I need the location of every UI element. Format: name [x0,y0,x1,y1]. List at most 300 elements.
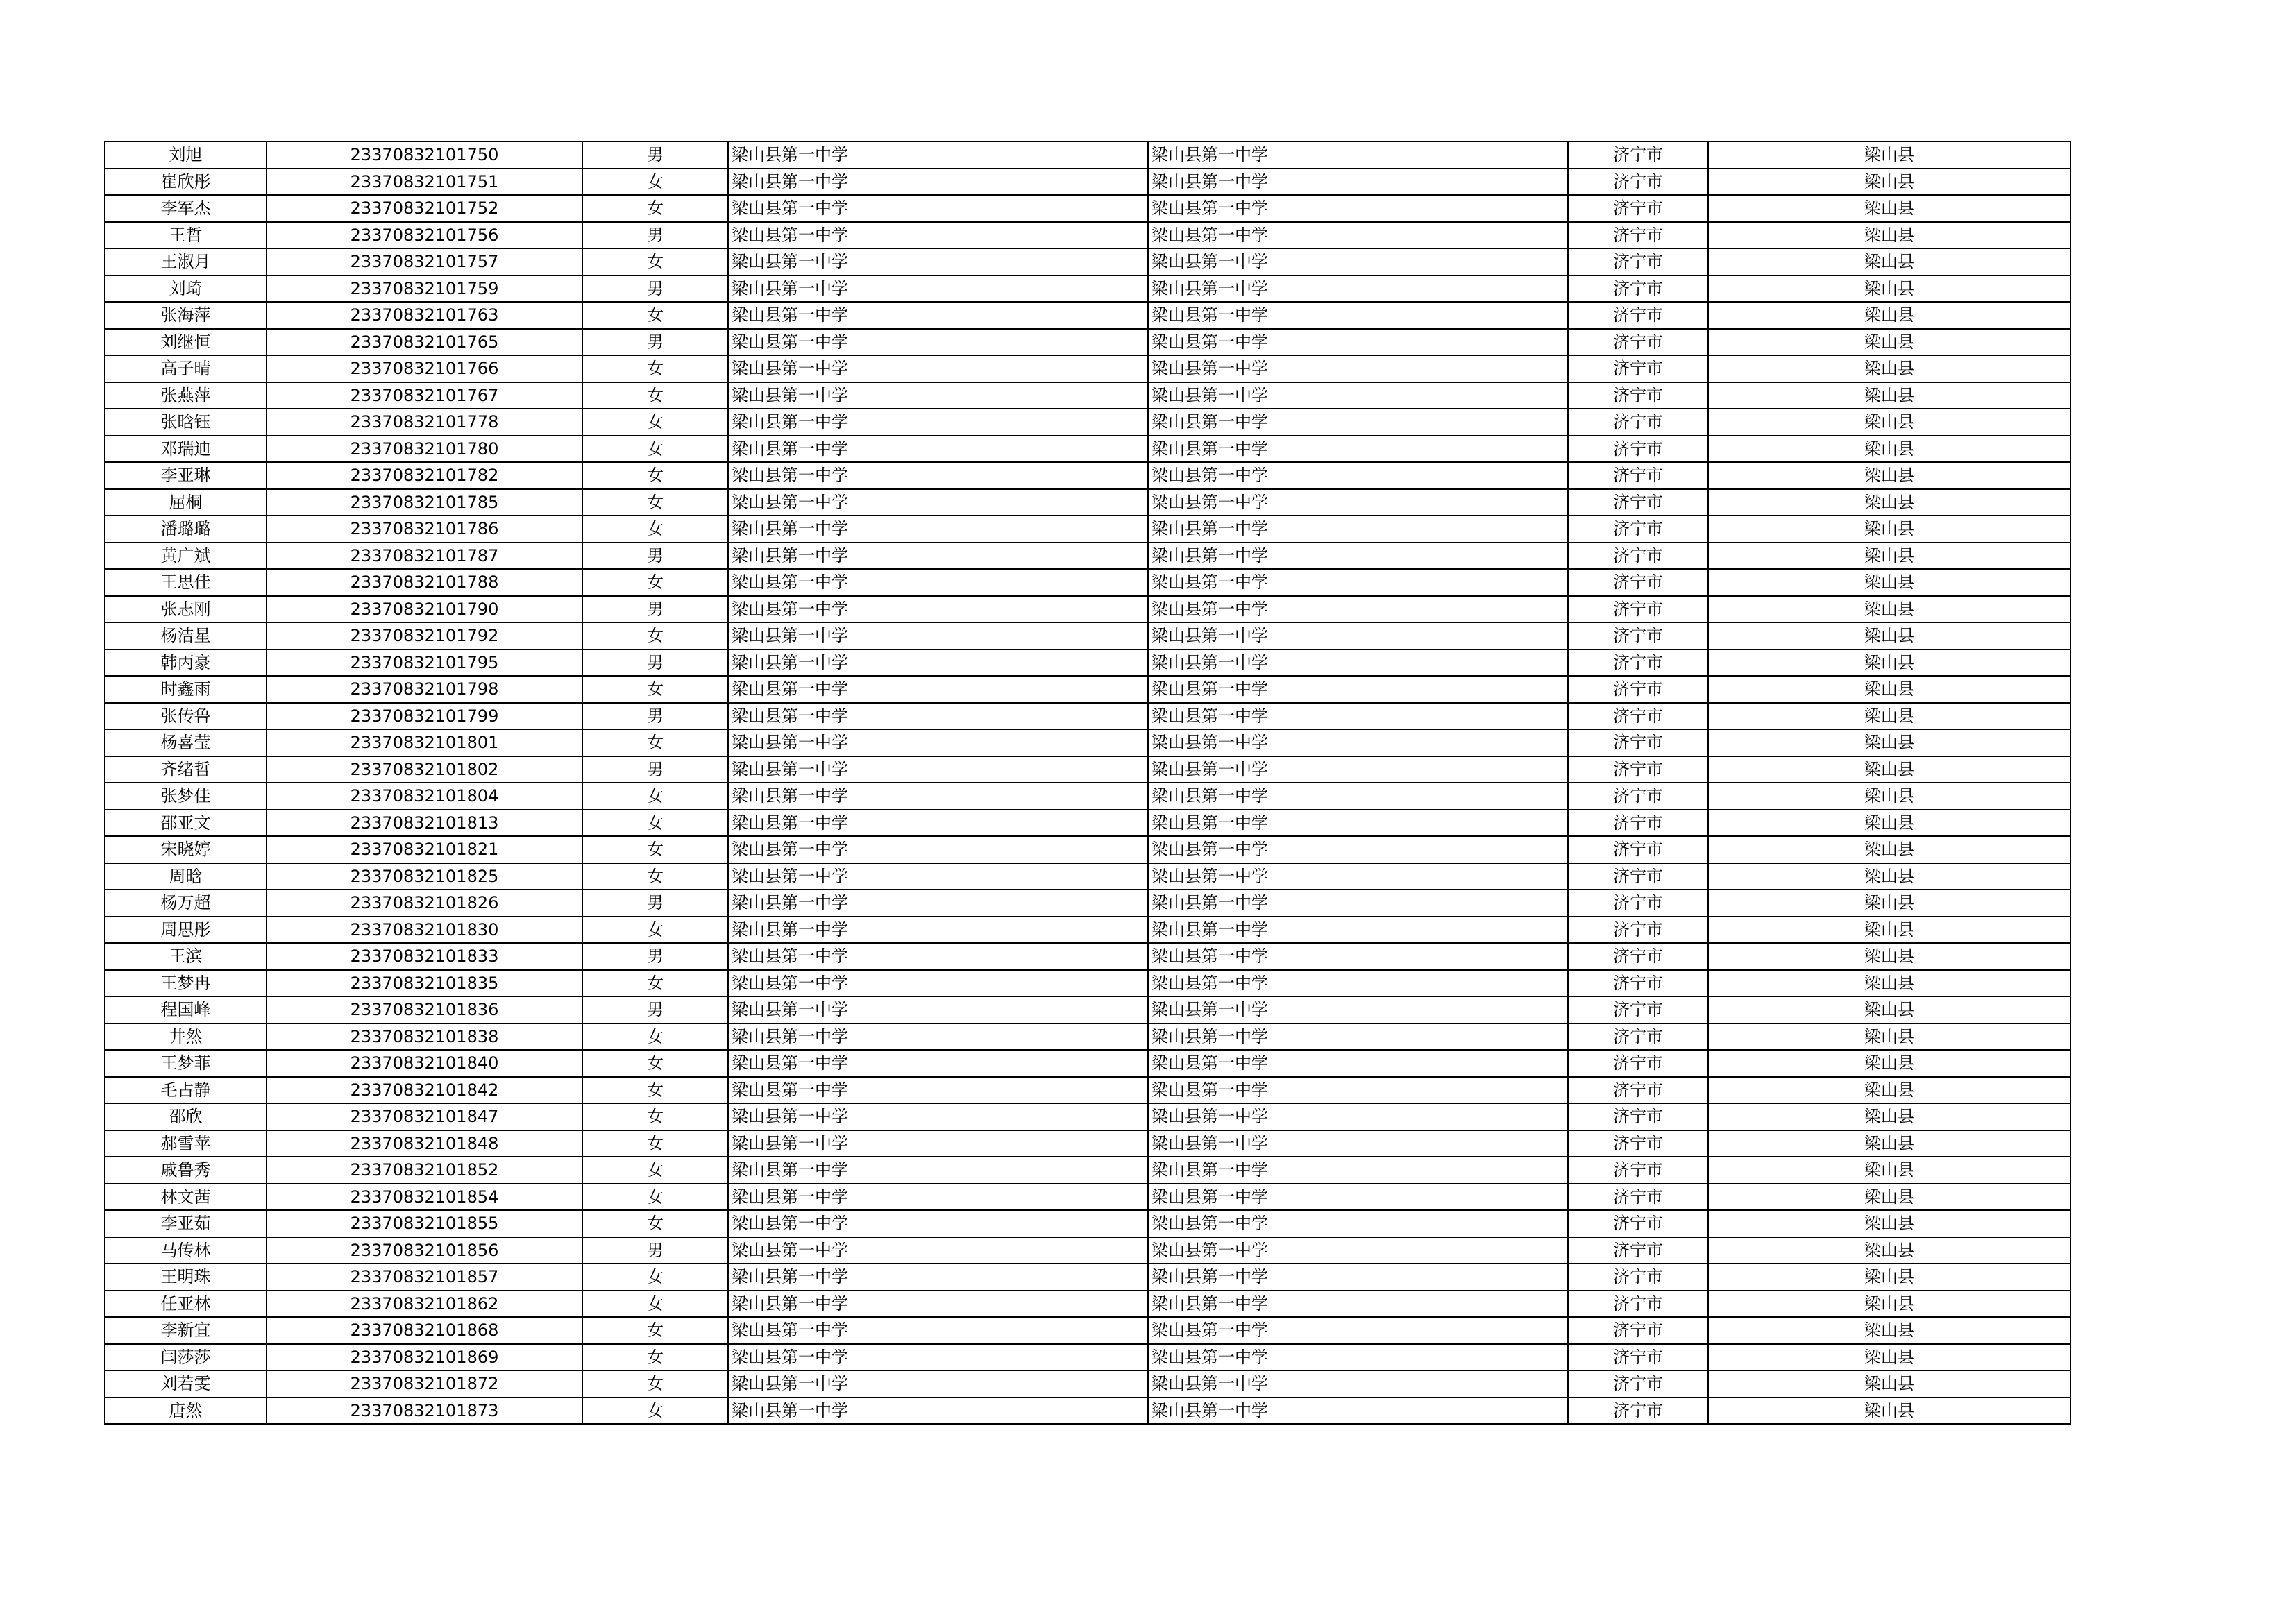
table-row [105,1291,2070,1318]
school-cell: 梁山县第一中学 [728,1344,1148,1371]
exam-number-cell: 23370832101759 [267,275,582,303]
gender-cell: 女 [582,1317,728,1344]
gender-cell: 女 [582,1130,728,1157]
name-cell: 程国峰 [105,996,267,1023]
name-cell: 屈桐 [105,489,267,516]
school-cell: 梁山县第一中学 [728,355,1148,382]
county-cell: 梁山县 [1708,1077,2070,1104]
name-cell: 高子晴 [105,355,267,382]
school-cell: 梁山县第一中学 [728,622,1148,649]
exam-number-cell: 23370832101855 [267,1210,582,1237]
city-cell: 济宁市 [1568,943,1708,970]
city-cell: 济宁市 [1568,810,1708,837]
county-cell: 梁山县 [1708,1344,2070,1371]
school-cell: 梁山县第一中学 [728,195,1148,222]
exam-number-cell: 23370832101767 [267,382,582,409]
county-cell: 梁山县 [1708,1184,2070,1211]
county-cell: 梁山县 [1708,222,2070,249]
gender-cell: 女 [582,489,728,516]
school-cell: 梁山县第一中学 [728,462,1148,489]
city-cell: 济宁市 [1568,622,1708,649]
school-cell: 梁山县第一中学 [728,1210,1148,1237]
school-cell-2: 梁山县第一中学 [1148,222,1568,249]
school-cell-2: 梁山县第一中学 [1148,329,1568,356]
name-cell: 邓瑞迪 [105,436,267,463]
city-cell: 济宁市 [1568,1237,1708,1264]
name-cell: 张海萍 [105,302,267,329]
table-row [105,729,2070,756]
school-cell-2: 梁山县第一中学 [1148,275,1568,303]
school-cell-2: 梁山县第一中学 [1148,169,1568,196]
exam-number-cell: 23370832101778 [267,409,582,436]
city-cell: 济宁市 [1568,302,1708,329]
table-row [105,622,2070,649]
school-cell-2: 梁山县第一中学 [1148,783,1568,810]
school-cell-2: 梁山县第一中学 [1148,142,1568,169]
table-row [105,1157,2070,1184]
exam-number-cell: 23370832101868 [267,1317,582,1344]
name-cell: 毛占静 [105,1077,267,1104]
county-cell: 梁山县 [1708,489,2070,516]
exam-number-cell: 23370832101799 [267,703,582,730]
county-cell: 梁山县 [1708,1370,2070,1397]
name-cell: 杨万超 [105,890,267,917]
school-cell-2: 梁山县第一中学 [1148,462,1568,489]
school-cell: 梁山县第一中学 [728,516,1148,543]
exam-number-cell: 23370832101804 [267,783,582,810]
school-cell: 梁山县第一中学 [728,489,1148,516]
county-cell: 梁山县 [1708,1050,2070,1077]
exam-number-cell: 23370832101798 [267,676,582,703]
table-row [105,489,2070,516]
school-cell: 梁山县第一中学 [728,890,1148,917]
exam-number-cell: 23370832101801 [267,729,582,756]
city-cell: 济宁市 [1568,996,1708,1023]
table-row [105,248,2070,275]
gender-cell: 男 [582,142,728,169]
exam-number-cell: 23370832101802 [267,756,582,783]
exam-number-cell: 23370832101785 [267,489,582,516]
county-cell: 梁山县 [1708,729,2070,756]
name-cell: 黄广斌 [105,543,267,570]
school-cell: 梁山县第一中学 [728,275,1148,303]
county-cell: 梁山县 [1708,1397,2070,1425]
school-cell: 梁山县第一中学 [728,543,1148,570]
school-cell: 梁山县第一中学 [728,649,1148,677]
county-cell: 梁山县 [1708,917,2070,944]
exam-number-cell: 23370832101766 [267,355,582,382]
city-cell: 济宁市 [1568,436,1708,463]
city-cell: 济宁市 [1568,169,1708,196]
school-cell: 梁山县第一中学 [728,596,1148,623]
county-cell: 梁山县 [1708,996,2070,1023]
school-cell-2: 梁山县第一中学 [1148,622,1568,649]
city-cell: 济宁市 [1568,1344,1708,1371]
exam-number-cell: 23370832101873 [267,1397,582,1425]
city-cell: 济宁市 [1568,489,1708,516]
name-cell: 李亚琳 [105,462,267,489]
school-cell-2: 梁山县第一中学 [1148,543,1568,570]
city-cell: 济宁市 [1568,1023,1708,1051]
exam-number-cell: 23370832101756 [267,222,582,249]
city-cell: 济宁市 [1568,222,1708,249]
city-cell: 济宁市 [1568,195,1708,222]
table-row [105,1397,2070,1425]
name-cell: 邵亚文 [105,810,267,837]
school-cell: 梁山县第一中学 [728,329,1148,356]
table-row [105,810,2070,837]
school-cell-2: 梁山县第一中学 [1148,1210,1568,1237]
school-cell-2: 梁山县第一中学 [1148,970,1568,997]
county-cell: 梁山县 [1708,169,2070,196]
name-cell: 马传林 [105,1237,267,1264]
exam-number-cell: 23370832101869 [267,1344,582,1371]
gender-cell: 女 [582,248,728,275]
school-cell-2: 梁山县第一中学 [1148,1130,1568,1157]
school-cell: 梁山县第一中学 [728,1370,1148,1397]
county-cell: 梁山县 [1708,1237,2070,1264]
school-cell: 梁山县第一中学 [728,1077,1148,1104]
name-cell: 张晗钰 [105,409,267,436]
gender-cell: 女 [582,1077,728,1104]
gender-cell: 男 [582,1237,728,1264]
school-cell-2: 梁山县第一中学 [1148,596,1568,623]
school-cell-2: 梁山县第一中学 [1148,382,1568,409]
county-cell: 梁山县 [1708,649,2070,677]
table-row [105,1344,2070,1371]
school-cell: 梁山县第一中学 [728,1397,1148,1425]
city-cell: 济宁市 [1568,409,1708,436]
gender-cell: 男 [582,596,728,623]
name-cell: 王淑月 [105,248,267,275]
city-cell: 济宁市 [1568,836,1708,863]
city-cell: 济宁市 [1568,462,1708,489]
exam-number-cell: 23370832101835 [267,970,582,997]
exam-number-cell: 23370832101852 [267,1157,582,1184]
table-row [105,1103,2070,1130]
school-cell-2: 梁山县第一中学 [1148,1184,1568,1211]
city-cell: 济宁市 [1568,382,1708,409]
city-cell: 济宁市 [1568,355,1708,382]
school-cell: 梁山县第一中学 [728,382,1148,409]
school-cell: 梁山县第一中学 [728,142,1148,169]
table-row [105,756,2070,783]
name-cell: 刘若雯 [105,1370,267,1397]
gender-cell: 女 [582,1157,728,1184]
county-cell: 梁山县 [1708,142,2070,169]
table-row [105,890,2070,917]
school-cell-2: 梁山县第一中学 [1148,569,1568,596]
county-cell: 梁山县 [1708,836,2070,863]
table-row [105,302,2070,329]
city-cell: 济宁市 [1568,516,1708,543]
gender-cell: 女 [582,783,728,810]
gender-cell: 女 [582,355,728,382]
school-cell: 梁山县第一中学 [728,222,1148,249]
city-cell: 济宁市 [1568,676,1708,703]
table-row [105,996,2070,1023]
exam-number-cell: 23370832101836 [267,996,582,1023]
city-cell: 济宁市 [1568,329,1708,356]
gender-cell: 女 [582,1103,728,1130]
school-cell: 梁山县第一中学 [728,1264,1148,1291]
name-cell: 刘继恒 [105,329,267,356]
exam-number-cell: 23370832101862 [267,1291,582,1318]
school-cell: 梁山县第一中学 [728,810,1148,837]
gender-cell: 男 [582,703,728,730]
gender-cell: 女 [582,382,728,409]
exam-number-cell: 23370832101795 [267,649,582,677]
name-cell: 李新宜 [105,1317,267,1344]
exam-number-cell: 23370832101752 [267,195,582,222]
table-row [105,970,2070,997]
exam-number-cell: 23370832101786 [267,516,582,543]
gender-cell: 男 [582,890,728,917]
city-cell: 济宁市 [1568,1264,1708,1291]
school-cell-2: 梁山县第一中学 [1148,248,1568,275]
school-cell-2: 梁山县第一中学 [1148,1103,1568,1130]
gender-cell: 女 [582,1291,728,1318]
name-cell: 郝雪苹 [105,1130,267,1157]
table-row [105,169,2070,196]
exam-number-cell: 23370832101821 [267,836,582,863]
gender-cell: 女 [582,622,728,649]
city-cell: 济宁市 [1568,917,1708,944]
exam-number-cell: 23370832101757 [267,248,582,275]
gender-cell: 女 [582,1184,728,1211]
school-cell-2: 梁山县第一中学 [1148,409,1568,436]
roster-table-body [105,142,2070,1424]
table-row [105,516,2070,543]
county-cell: 梁山县 [1708,622,2070,649]
gender-cell: 女 [582,810,728,837]
exam-number-cell: 23370832101787 [267,543,582,570]
name-cell: 戚鲁秀 [105,1157,267,1184]
exam-number-cell: 23370832101780 [267,436,582,463]
name-cell: 时鑫雨 [105,676,267,703]
school-cell: 梁山县第一中学 [728,1103,1148,1130]
table-row [105,596,2070,623]
school-cell-2: 梁山县第一中学 [1148,863,1568,890]
city-cell: 济宁市 [1568,1103,1708,1130]
gender-cell: 女 [582,409,728,436]
school-cell: 梁山县第一中学 [728,1050,1148,1077]
gender-cell: 女 [582,970,728,997]
name-cell: 张燕萍 [105,382,267,409]
school-cell-2: 梁山县第一中学 [1148,676,1568,703]
gender-cell: 女 [582,195,728,222]
school-cell: 梁山县第一中学 [728,1157,1148,1184]
name-cell: 崔欣彤 [105,169,267,196]
county-cell: 梁山县 [1708,676,2070,703]
school-cell-2: 梁山县第一中学 [1148,1397,1568,1425]
gender-cell: 女 [582,436,728,463]
table-row [105,355,2070,382]
name-cell: 王明珠 [105,1264,267,1291]
gender-cell: 女 [582,302,728,329]
name-cell: 闫莎莎 [105,1344,267,1371]
city-cell: 济宁市 [1568,729,1708,756]
exam-number-cell: 23370832101833 [267,943,582,970]
gender-cell: 男 [582,756,728,783]
exam-number-cell: 23370832101838 [267,1023,582,1051]
county-cell: 梁山县 [1708,756,2070,783]
county-cell: 梁山县 [1708,543,2070,570]
school-cell-2: 梁山县第一中学 [1148,729,1568,756]
school-cell-2: 梁山县第一中学 [1148,436,1568,463]
school-cell: 梁山县第一中学 [728,1237,1148,1264]
city-cell: 济宁市 [1568,649,1708,677]
table-row [105,863,2070,890]
gender-cell: 女 [582,917,728,944]
table-row [105,329,2070,356]
county-cell: 梁山县 [1708,970,2070,997]
school-cell: 梁山县第一中学 [728,436,1148,463]
table-row [105,222,2070,249]
exam-number-cell: 23370832101792 [267,622,582,649]
county-cell: 梁山县 [1708,409,2070,436]
gender-cell: 女 [582,729,728,756]
exam-number-cell: 23370832101763 [267,302,582,329]
exam-number-cell: 23370832101790 [267,596,582,623]
name-cell: 张传鲁 [105,703,267,730]
gender-cell: 女 [582,836,728,863]
county-cell: 梁山县 [1708,783,2070,810]
exam-number-cell: 23370832101782 [267,462,582,489]
school-cell-2: 梁山县第一中学 [1148,917,1568,944]
city-cell: 济宁市 [1568,596,1708,623]
county-cell: 梁山县 [1708,462,2070,489]
county-cell: 梁山县 [1708,329,2070,356]
school-cell-2: 梁山县第一中学 [1148,1264,1568,1291]
name-cell: 周晗 [105,863,267,890]
city-cell: 济宁市 [1568,756,1708,783]
school-cell-2: 梁山县第一中学 [1148,1050,1568,1077]
county-cell: 梁山县 [1708,1291,2070,1318]
county-cell: 梁山县 [1708,248,2070,275]
county-cell: 梁山县 [1708,516,2070,543]
city-cell: 济宁市 [1568,1130,1708,1157]
city-cell: 济宁市 [1568,275,1708,303]
name-cell: 杨洁星 [105,622,267,649]
school-cell-2: 梁山县第一中学 [1148,1370,1568,1397]
gender-cell: 男 [582,222,728,249]
school-cell: 梁山县第一中学 [728,863,1148,890]
school-cell: 梁山县第一中学 [728,169,1148,196]
name-cell: 张志刚 [105,596,267,623]
table-row [105,1317,2070,1344]
exam-number-cell: 23370832101751 [267,169,582,196]
school-cell-2: 梁山县第一中学 [1148,1317,1568,1344]
table-row [105,543,2070,570]
exam-number-cell: 23370832101842 [267,1077,582,1104]
city-cell: 济宁市 [1568,1317,1708,1344]
name-cell: 潘璐璐 [105,516,267,543]
school-cell-2: 梁山县第一中学 [1148,996,1568,1023]
city-cell: 济宁市 [1568,863,1708,890]
school-cell: 梁山县第一中学 [728,996,1148,1023]
school-cell-2: 梁山县第一中学 [1148,756,1568,783]
county-cell: 梁山县 [1708,1210,2070,1237]
name-cell: 李军杰 [105,195,267,222]
school-cell: 梁山县第一中学 [728,1130,1148,1157]
name-cell: 刘旭 [105,142,267,169]
name-cell: 王梦菲 [105,1050,267,1077]
exam-number-cell: 23370832101765 [267,329,582,356]
name-cell: 任亚林 [105,1291,267,1318]
city-cell: 济宁市 [1568,1184,1708,1211]
county-cell: 梁山县 [1708,863,2070,890]
gender-cell: 女 [582,1370,728,1397]
exam-number-cell: 23370832101854 [267,1184,582,1211]
name-cell: 李亚茹 [105,1210,267,1237]
gender-cell: 男 [582,543,728,570]
school-cell: 梁山县第一中学 [728,1291,1148,1318]
school-cell: 梁山县第一中学 [728,756,1148,783]
table-row [105,1130,2070,1157]
table-row [105,1370,2070,1397]
table-row [105,195,2070,222]
school-cell: 梁山县第一中学 [728,1317,1148,1344]
gender-cell: 男 [582,275,728,303]
gender-cell: 女 [582,569,728,596]
school-cell: 梁山县第一中学 [728,917,1148,944]
table-row [105,703,2070,730]
name-cell: 刘琦 [105,275,267,303]
table-row [105,917,2070,944]
gender-cell: 男 [582,943,728,970]
gender-cell: 男 [582,329,728,356]
county-cell: 梁山县 [1708,569,2070,596]
exam-number-cell: 23370832101856 [267,1237,582,1264]
table-row [105,569,2070,596]
county-cell: 梁山县 [1708,195,2070,222]
county-cell: 梁山县 [1708,1023,2070,1051]
exam-number-cell: 23370832101826 [267,890,582,917]
exam-number-cell: 23370832101813 [267,810,582,837]
name-cell: 唐然 [105,1397,267,1425]
school-cell-2: 梁山县第一中学 [1148,355,1568,382]
name-cell: 王思佳 [105,569,267,596]
exam-number-cell: 23370832101825 [267,863,582,890]
school-cell-2: 梁山县第一中学 [1148,649,1568,677]
school-cell-2: 梁山县第一中学 [1148,302,1568,329]
city-cell: 济宁市 [1568,1157,1708,1184]
county-cell: 梁山县 [1708,596,2070,623]
city-cell: 济宁市 [1568,970,1708,997]
county-cell: 梁山县 [1708,703,2070,730]
county-cell: 梁山县 [1708,943,2070,970]
city-cell: 济宁市 [1568,703,1708,730]
exam-number-cell: 23370832101750 [267,142,582,169]
table-row [105,943,2070,970]
school-cell-2: 梁山县第一中学 [1148,489,1568,516]
county-cell: 梁山县 [1708,275,2070,303]
county-cell: 梁山县 [1708,355,2070,382]
county-cell: 梁山县 [1708,1157,2070,1184]
school-cell: 梁山县第一中学 [728,729,1148,756]
school-cell-2: 梁山县第一中学 [1148,836,1568,863]
table-row [105,649,2070,677]
table-row [105,142,2070,169]
county-cell: 梁山县 [1708,1103,2070,1130]
school-cell: 梁山县第一中学 [728,703,1148,730]
roster-table [104,141,2071,1425]
gender-cell: 女 [582,1264,728,1291]
county-cell: 梁山县 [1708,890,2070,917]
gender-cell: 女 [582,863,728,890]
city-cell: 济宁市 [1568,1077,1708,1104]
